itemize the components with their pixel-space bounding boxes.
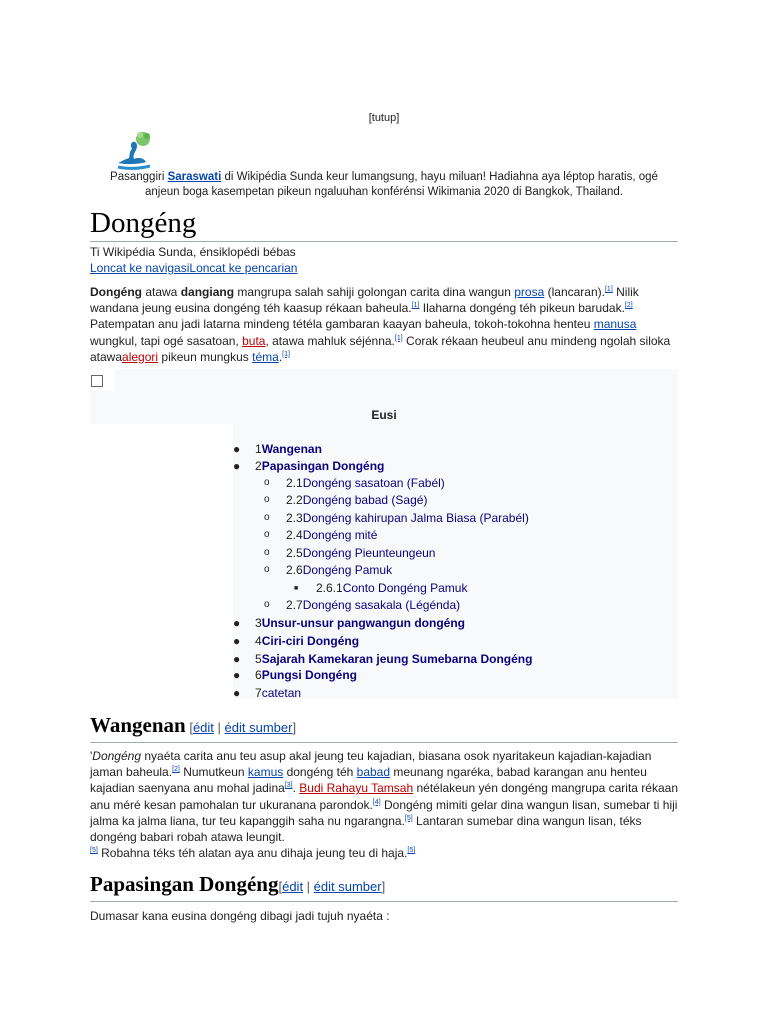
- jump-to-search-link[interactable]: Loncat ke pencarian: [189, 261, 298, 275]
- site-tagline: Ti Wikipédia Sunda, énsiklopédi bébas: [90, 245, 296, 259]
- reference-link[interactable]: [5]: [90, 847, 98, 855]
- edit-source-link[interactable]: édit sumber: [224, 720, 293, 735]
- toc-item[interactable]: o 2.3Dongéng kahirupan Jalma Biasa (Parabél): [264, 511, 529, 525]
- reference-link[interactable]: [1]: [411, 302, 420, 310]
- toc-item[interactable]: o 2.6Dongéng Pamuk: [264, 563, 393, 577]
- alegori-redlink[interactable]: alegori: [122, 349, 159, 364]
- toc-item[interactable]: ● 3Unsur-unsur pangwangun dongéng: [233, 616, 466, 630]
- contest-notice: Pasanggiri Saraswati di Wikipédia Sunda keur lumangsung, hayu miluan! Hadiahna aya léptop haratis, ogé anjeun boga kasempetan pikeun ngaluuhan konférénsi Wikimania 2020 di Bangkok, Thailand.: [110, 171, 658, 198]
- prosa-link[interactable]: prosa: [514, 285, 545, 299]
- toc-toggle-checkbox[interactable]: [91, 375, 103, 387]
- edit-link[interactable]: édit: [192, 720, 214, 735]
- toc-item[interactable]: ● 6Pungsi Dongéng: [233, 668, 358, 682]
- edit-source-link[interactable]: édit sumber: [313, 879, 382, 894]
- intro-paragraph: Dongéng atawa dangiang mangrupa salah sahiji golongan carita dina wangun prosa (lancaran).[1] Nilik wandana jeung eusina dongéng téh kaasup rékaan baheula.[1] Ilaharna dongéng téh pikeun barudak.[2] Patempatan anu jadi latarna mindeng tétéla gambaran kaayan baheula, tokoh-tokohna henteu manusa wungkul, tapi ogé sasatoan, buta, atawa mahluk séjénna.[1] Corak rékaan heubeul anu mindeng ngolah siloka atawaalegori pikeun mungkus téma.[1]: [90, 285, 671, 364]
- reference-link[interactable]: [5]: [404, 814, 413, 822]
- manusa-link[interactable]: manusa: [593, 317, 637, 332]
- toc-item[interactable]: ● 7catetan: [233, 686, 302, 700]
- section-heading-papasingan: Papasingan Dongéng[édit | édit sumber]: [90, 871, 678, 902]
- toc-item[interactable]: o 2.5Dongéng Pieunteungeun: [264, 546, 436, 560]
- kamus-link[interactable]: kamus: [247, 765, 284, 780]
- jump-links: [90, 261, 297, 275]
- tema-link[interactable]: téma: [252, 349, 279, 364]
- papasingan-paragraph: Dumasar kana eusina dongéng dibagi jadi tujuh nyaéta :: [90, 909, 390, 923]
- toc-title: Eusi: [371, 408, 397, 422]
- reference-link[interactable]: [2]: [172, 766, 180, 774]
- banner-close-link[interactable]: [tutup]: [368, 112, 400, 124]
- reference-link[interactable]: [4]: [372, 798, 381, 806]
- toc-item[interactable]: ■ 2.6.1Conto Dongéng Pamuk: [294, 581, 468, 595]
- toc-item[interactable]: o 2.2Dongéng babad (Sagé): [264, 493, 428, 507]
- toc-item[interactable]: ● 4Ciri-ciri Dongéng: [233, 634, 360, 648]
- wangenan-paragraph: 'Dongéng nyaéta carita anu teu asup akal jeung teu kajadian, biasana osok nyaritakeun kajadian-kajadian jaman baheula.[2] Numutkeun kamus dongéng téh babad meunang ngaréka, babad karangan anu henteu kajadian saenyana anu mohal jadina[3]. Budi Rahayu Tamsah nétélakeun yén dongéng mangrupa carita rékaan anu méré kesan pamohalan tur ukuranana parondok.[4] Dongéng mimiti gelar dina wangun lisan, sumebar ti hiji jalma ka jalma liana, tur teu kapanggih saha nu ngarangna.[5] Lantaran sumebar dina wangun lisan, téks dongéng babari robah atawa leungit. [5] Robahna téks téh alatan aya anu dihaja jeung teu di haja.[5]: [90, 749, 678, 861]
- edit-link[interactable]: édit: [282, 879, 304, 894]
- reference-link[interactable]: [2]: [624, 302, 633, 310]
- toc-item[interactable]: ● 5Sajarah Kamekaran jeung Sumebarna Dongéng: [233, 652, 533, 666]
- reference-link[interactable]: [1]: [282, 350, 290, 358]
- reference-link[interactable]: [1]: [394, 334, 403, 342]
- toc-left-margin: [90, 424, 233, 699]
- toc-item[interactable]: o 2.7Dongéng sasakala (Légénda): [264, 598, 461, 612]
- budi-rahayu-tamsah-redlink[interactable]: Budi Rahayu Tamsah: [299, 781, 414, 796]
- page-title: Dongéng: [90, 206, 678, 242]
- toc-item[interactable]: o 2.1Dongéng sasatoan (Fabél): [264, 476, 445, 490]
- saraswati-swan-logo-icon: [110, 127, 158, 175]
- jump-to-navigation-link[interactable]: Loncat ke navigasi: [90, 261, 190, 275]
- saraswati-link[interactable]: Saraswati: [167, 171, 222, 183]
- toc-item[interactable]: ● 2Papasingan Dongéng: [233, 459, 385, 473]
- toc-item[interactable]: o 2.4Dongéng mité: [264, 528, 378, 542]
- section-heading-wangenan: Wangenan [édit | édit sumber]: [90, 712, 678, 743]
- reference-link[interactable]: [3]: [284, 782, 293, 790]
- toc-item[interactable]: ● 1Wangenan: [233, 442, 322, 456]
- babad-link[interactable]: babad: [356, 765, 391, 780]
- reference-link[interactable]: [1]: [604, 286, 613, 293]
- reference-link[interactable]: [5]: [407, 847, 416, 855]
- buta-redlink[interactable]: buta: [242, 333, 266, 348]
